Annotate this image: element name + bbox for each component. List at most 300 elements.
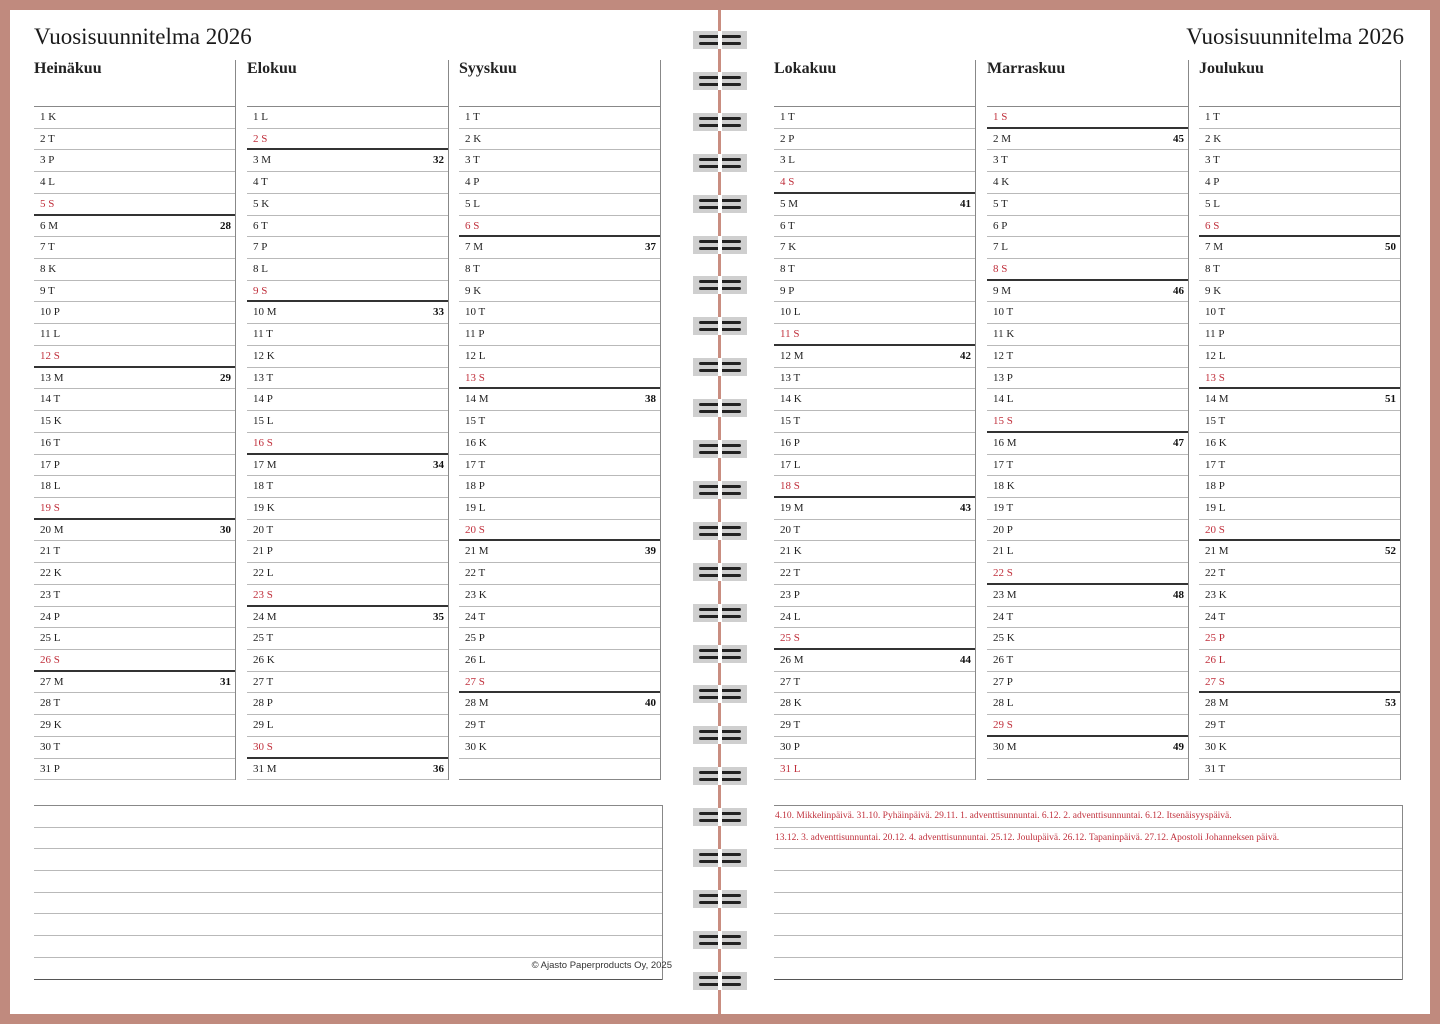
day-row[interactable] bbox=[247, 324, 448, 346]
day-label: 26 K bbox=[253, 653, 275, 666]
day-row[interactable] bbox=[774, 411, 975, 433]
day-label: 24 T bbox=[1205, 610, 1226, 623]
day-label: 2 S bbox=[253, 132, 268, 145]
day-row[interactable] bbox=[987, 476, 1188, 498]
day-row[interactable] bbox=[34, 368, 235, 390]
day-row[interactable] bbox=[34, 150, 235, 172]
day-row[interactable] bbox=[34, 672, 235, 694]
day-row[interactable] bbox=[34, 324, 235, 346]
day-label: 25 T bbox=[253, 632, 274, 645]
day-row[interactable] bbox=[459, 150, 660, 172]
day-row[interactable] bbox=[987, 455, 1188, 477]
note-line[interactable] bbox=[34, 806, 662, 828]
day-row[interactable] bbox=[774, 346, 975, 368]
day-row[interactable] bbox=[1199, 563, 1400, 585]
day-label: 12 L bbox=[465, 349, 486, 362]
day-row[interactable] bbox=[774, 607, 975, 629]
day-row[interactable] bbox=[987, 411, 1188, 433]
day-row[interactable] bbox=[247, 541, 448, 563]
day-label: 7 L bbox=[993, 241, 1008, 254]
day-label: 7 P bbox=[253, 241, 268, 254]
day-row[interactable] bbox=[1199, 476, 1400, 498]
day-row[interactable] bbox=[247, 476, 448, 498]
day-row[interactable] bbox=[987, 693, 1188, 715]
day-row[interactable] bbox=[247, 672, 448, 694]
day-row[interactable] bbox=[34, 389, 235, 411]
day-row[interactable] bbox=[987, 237, 1188, 259]
note-line[interactable]: 13.12. 3. adventtisunnuntai. 20.12. 4. adventtisunnuntai. 25.12. Joulupäivä. 26.12. Tapaninpäivä. 27.12. Apostoli Johanneksen päivä. bbox=[774, 828, 1402, 850]
day-row[interactable] bbox=[459, 172, 660, 194]
note-line[interactable] bbox=[774, 849, 1402, 871]
month-column bbox=[1199, 60, 1401, 780]
day-row[interactable] bbox=[987, 715, 1188, 737]
day-row[interactable] bbox=[774, 455, 975, 477]
page-title: Vuosisuunnitelma 2026 bbox=[1186, 24, 1404, 49]
day-row[interactable] bbox=[774, 433, 975, 455]
day-label: 17 T bbox=[993, 458, 1014, 471]
day-row[interactable] bbox=[459, 346, 660, 368]
day-label: 4 S bbox=[780, 176, 795, 189]
day-row[interactable] bbox=[987, 324, 1188, 346]
day-row[interactable] bbox=[987, 129, 1188, 151]
day-row[interactable] bbox=[987, 259, 1188, 281]
notes-area[interactable] bbox=[34, 805, 663, 980]
day-label: 23 M bbox=[993, 588, 1017, 601]
week-number: 36 bbox=[433, 762, 444, 775]
day-row[interactable] bbox=[247, 237, 448, 259]
day-row[interactable] bbox=[987, 585, 1188, 607]
day-row[interactable] bbox=[459, 302, 660, 324]
note-line[interactable] bbox=[34, 849, 662, 871]
week-number: 41 bbox=[960, 197, 971, 210]
day-row[interactable] bbox=[774, 281, 975, 303]
day-row[interactable] bbox=[247, 107, 448, 129]
day-row[interactable] bbox=[1199, 129, 1400, 151]
day-row[interactable] bbox=[1199, 607, 1400, 629]
day-row[interactable] bbox=[987, 541, 1188, 563]
day-row[interactable] bbox=[34, 411, 235, 433]
day-label: 5 S bbox=[40, 197, 55, 210]
day-row[interactable] bbox=[1199, 585, 1400, 607]
day-row[interactable] bbox=[34, 346, 235, 368]
day-row[interactable] bbox=[774, 216, 975, 238]
day-row[interactable] bbox=[459, 563, 660, 585]
day-row[interactable] bbox=[247, 129, 448, 151]
note-line[interactable] bbox=[774, 893, 1402, 915]
day-row[interactable] bbox=[987, 433, 1188, 455]
left-page bbox=[10, 10, 718, 1014]
day-label: 2 T bbox=[40, 132, 55, 145]
day-label: 13 T bbox=[780, 371, 801, 384]
day-row[interactable] bbox=[34, 259, 235, 281]
day-row[interactable] bbox=[34, 520, 235, 542]
week-number: 48 bbox=[1173, 588, 1184, 601]
day-row[interactable] bbox=[774, 476, 975, 498]
day-row[interactable] bbox=[247, 302, 448, 324]
day-row[interactable] bbox=[987, 672, 1188, 694]
day-row[interactable] bbox=[34, 759, 235, 781]
note-line[interactable] bbox=[34, 914, 662, 936]
day-row[interactable] bbox=[459, 628, 660, 650]
day-row[interactable] bbox=[459, 693, 660, 715]
day-row[interactable] bbox=[774, 715, 975, 737]
day-label: 26 S bbox=[40, 653, 60, 666]
day-row[interactable] bbox=[1199, 281, 1400, 303]
day-row[interactable] bbox=[459, 411, 660, 433]
day-row[interactable] bbox=[987, 346, 1188, 368]
day-label: 17 T bbox=[465, 458, 486, 471]
notes-area[interactable] bbox=[774, 805, 1403, 980]
day-row[interactable] bbox=[774, 672, 975, 694]
day-label: 29 T bbox=[780, 719, 801, 732]
day-row[interactable] bbox=[34, 541, 235, 563]
day-row[interactable] bbox=[1199, 368, 1400, 390]
day-label: 12 K bbox=[253, 349, 275, 362]
week-number: 47 bbox=[1173, 436, 1184, 449]
day-label: 17 L bbox=[780, 458, 801, 471]
month-name: Joulukuu bbox=[1199, 60, 1264, 77]
day-label: 30 P bbox=[780, 740, 800, 753]
day-label: 2 K bbox=[465, 132, 482, 145]
day-row[interactable] bbox=[34, 476, 235, 498]
day-row[interactable] bbox=[459, 237, 660, 259]
day-row[interactable] bbox=[247, 150, 448, 172]
day-row[interactable] bbox=[247, 389, 448, 411]
day-row[interactable] bbox=[774, 693, 975, 715]
day-row[interactable] bbox=[774, 520, 975, 542]
day-row[interactable] bbox=[247, 585, 448, 607]
day-row[interactable] bbox=[459, 324, 660, 346]
day-row[interactable] bbox=[247, 259, 448, 281]
day-row[interactable] bbox=[34, 455, 235, 477]
week-number: 33 bbox=[433, 306, 444, 319]
day-row[interactable] bbox=[459, 498, 660, 520]
day-row[interactable] bbox=[1199, 346, 1400, 368]
month-header bbox=[987, 60, 1189, 106]
note-line[interactable] bbox=[34, 871, 662, 893]
day-row[interactable] bbox=[34, 302, 235, 324]
day-label: 11 P bbox=[465, 328, 485, 341]
day-row[interactable] bbox=[774, 498, 975, 520]
planner-spread bbox=[10, 10, 1430, 1014]
day-row[interactable] bbox=[774, 541, 975, 563]
day-row[interactable] bbox=[459, 520, 660, 542]
day-label: 23 K bbox=[465, 588, 487, 601]
day-label: 7 T bbox=[40, 241, 55, 254]
day-row[interactable] bbox=[34, 498, 235, 520]
note-line[interactable] bbox=[774, 914, 1402, 936]
day-label: 8 L bbox=[253, 263, 268, 276]
day-row[interactable] bbox=[987, 628, 1188, 650]
month-name: Syyskuu bbox=[459, 60, 517, 77]
day-row[interactable] bbox=[247, 498, 448, 520]
day-row[interactable] bbox=[1199, 498, 1400, 520]
week-number: 34 bbox=[433, 458, 444, 471]
month-header bbox=[774, 60, 976, 106]
day-row[interactable] bbox=[247, 172, 448, 194]
day-row[interactable] bbox=[774, 737, 975, 759]
day-row[interactable] bbox=[459, 541, 660, 563]
day-row[interactable] bbox=[34, 715, 235, 737]
day-label: 11 L bbox=[40, 328, 61, 341]
day-row[interactable] bbox=[34, 737, 235, 759]
week-number: 45 bbox=[1173, 132, 1184, 145]
day-row[interactable] bbox=[774, 389, 975, 411]
day-row[interactable] bbox=[774, 129, 975, 151]
day-row[interactable] bbox=[247, 715, 448, 737]
note-line[interactable] bbox=[34, 936, 662, 958]
day-row[interactable] bbox=[987, 389, 1188, 411]
day-label: 1 T bbox=[780, 111, 795, 123]
day-row[interactable] bbox=[34, 237, 235, 259]
day-row[interactable] bbox=[1199, 455, 1400, 477]
month-header bbox=[1199, 60, 1401, 106]
day-row[interactable] bbox=[774, 237, 975, 259]
day-row[interactable] bbox=[459, 715, 660, 737]
week-number: 31 bbox=[220, 675, 231, 688]
day-label: 10 T bbox=[1205, 306, 1226, 319]
day-row[interactable] bbox=[34, 650, 235, 672]
day-row[interactable] bbox=[774, 324, 975, 346]
day-row[interactable] bbox=[34, 194, 235, 216]
day-row[interactable] bbox=[247, 650, 448, 672]
day-row[interactable] bbox=[1199, 433, 1400, 455]
day-row[interactable] bbox=[247, 346, 448, 368]
day-row[interactable] bbox=[987, 650, 1188, 672]
day-row[interactable] bbox=[774, 194, 975, 216]
day-label: 28 L bbox=[993, 697, 1014, 710]
day-label: 19 M bbox=[780, 501, 804, 514]
day-label: 23 T bbox=[40, 588, 61, 601]
day-label: 17 T bbox=[1205, 458, 1226, 471]
week-number: 39 bbox=[645, 545, 656, 558]
day-label: 24 T bbox=[993, 610, 1014, 623]
day-row[interactable] bbox=[459, 672, 660, 694]
day-label: 5 L bbox=[1205, 197, 1220, 210]
day-row[interactable] bbox=[34, 693, 235, 715]
day-row[interactable] bbox=[459, 259, 660, 281]
day-label: 16 P bbox=[780, 436, 800, 449]
day-row[interactable] bbox=[774, 368, 975, 390]
day-row[interactable] bbox=[987, 302, 1188, 324]
day-row[interactable] bbox=[774, 759, 975, 781]
day-row[interactable] bbox=[459, 476, 660, 498]
day-row[interactable] bbox=[34, 433, 235, 455]
day-row[interactable] bbox=[34, 607, 235, 629]
day-row[interactable] bbox=[987, 368, 1188, 390]
day-row[interactable] bbox=[987, 216, 1188, 238]
day-label: 19 K bbox=[253, 501, 275, 514]
day-row[interactable] bbox=[34, 216, 235, 238]
day-label: 9 M bbox=[993, 284, 1012, 297]
day-row[interactable] bbox=[247, 194, 448, 216]
day-row[interactable] bbox=[774, 172, 975, 194]
day-row[interactable] bbox=[1199, 216, 1400, 238]
day-row[interactable] bbox=[987, 520, 1188, 542]
note-line[interactable] bbox=[774, 871, 1402, 893]
day-row[interactable] bbox=[247, 368, 448, 390]
day-label: 3 T bbox=[1205, 154, 1220, 167]
day-row[interactable] bbox=[987, 607, 1188, 629]
day-row[interactable] bbox=[1199, 150, 1400, 172]
day-row[interactable] bbox=[459, 129, 660, 151]
day-row[interactable] bbox=[247, 216, 448, 238]
day-row[interactable] bbox=[774, 650, 975, 672]
day-row[interactable] bbox=[1199, 194, 1400, 216]
day-row[interactable] bbox=[1199, 737, 1400, 759]
day-row[interactable] bbox=[1199, 411, 1400, 433]
day-row[interactable] bbox=[34, 129, 235, 151]
day-label: 24 T bbox=[465, 610, 486, 623]
day-row[interactable] bbox=[247, 455, 448, 477]
day-row[interactable] bbox=[1199, 693, 1400, 715]
day-label: 5 K bbox=[253, 197, 270, 210]
note-line[interactable] bbox=[34, 893, 662, 915]
day-row[interactable] bbox=[34, 628, 235, 650]
day-row[interactable] bbox=[1199, 237, 1400, 259]
day-row[interactable] bbox=[774, 302, 975, 324]
day-label: 6 T bbox=[253, 219, 268, 232]
day-row[interactable] bbox=[34, 563, 235, 585]
day-row[interactable] bbox=[987, 759, 1188, 781]
month-column bbox=[459, 60, 661, 780]
day-row[interactable] bbox=[987, 172, 1188, 194]
day-row[interactable] bbox=[459, 368, 660, 390]
day-label: 11 T bbox=[253, 328, 273, 341]
day-row[interactable] bbox=[1199, 715, 1400, 737]
day-row[interactable] bbox=[1199, 650, 1400, 672]
day-row[interactable] bbox=[459, 737, 660, 759]
day-label: 24 L bbox=[780, 610, 801, 623]
day-row[interactable] bbox=[1199, 302, 1400, 324]
day-label: 22 S bbox=[993, 567, 1013, 580]
day-row[interactable] bbox=[459, 455, 660, 477]
day-row[interactable] bbox=[1199, 107, 1400, 129]
day-row[interactable] bbox=[459, 607, 660, 629]
day-row[interactable] bbox=[774, 585, 975, 607]
day-label: 4 P bbox=[465, 176, 480, 189]
day-row[interactable] bbox=[987, 737, 1188, 759]
day-row[interactable] bbox=[459, 107, 660, 129]
day-row[interactable] bbox=[987, 194, 1188, 216]
day-label: 22 T bbox=[780, 567, 801, 580]
day-label: 1 T bbox=[465, 111, 480, 123]
day-label: 23 K bbox=[1205, 588, 1227, 601]
day-row[interactable] bbox=[459, 759, 660, 781]
week-number: 50 bbox=[1385, 241, 1396, 254]
day-row[interactable] bbox=[459, 650, 660, 672]
day-row[interactable] bbox=[247, 759, 448, 781]
day-label: 14 M bbox=[465, 393, 489, 406]
day-row[interactable] bbox=[459, 585, 660, 607]
day-row[interactable] bbox=[459, 281, 660, 303]
day-row[interactable] bbox=[1199, 759, 1400, 781]
day-row[interactable] bbox=[247, 737, 448, 759]
day-row[interactable] bbox=[1199, 259, 1400, 281]
day-row[interactable] bbox=[987, 150, 1188, 172]
day-label: 29 S bbox=[993, 719, 1013, 732]
day-row[interactable] bbox=[247, 628, 448, 650]
day-label: 9 S bbox=[253, 284, 268, 297]
day-row[interactable] bbox=[1199, 389, 1400, 411]
day-row[interactable] bbox=[247, 520, 448, 542]
day-label: 16 M bbox=[993, 436, 1017, 449]
day-row[interactable] bbox=[774, 563, 975, 585]
day-row[interactable] bbox=[247, 411, 448, 433]
day-label: 20 P bbox=[993, 523, 1013, 536]
day-row[interactable] bbox=[247, 433, 448, 455]
day-row[interactable] bbox=[1199, 172, 1400, 194]
day-row[interactable] bbox=[247, 693, 448, 715]
month-column bbox=[987, 60, 1189, 780]
week-number: 32 bbox=[433, 154, 444, 167]
day-row[interactable] bbox=[774, 628, 975, 650]
day-row[interactable] bbox=[987, 498, 1188, 520]
day-row[interactable] bbox=[1199, 672, 1400, 694]
day-row[interactable] bbox=[1199, 520, 1400, 542]
day-row[interactable] bbox=[459, 194, 660, 216]
month-column bbox=[34, 60, 236, 780]
day-label: 13 T bbox=[253, 371, 274, 384]
day-label: 25 S bbox=[780, 632, 800, 645]
day-label: 19 L bbox=[1205, 501, 1226, 514]
day-label: 29 L bbox=[253, 719, 274, 732]
day-label: 19 S bbox=[40, 501, 60, 514]
week-number: 42 bbox=[960, 349, 971, 362]
day-label: 22 L bbox=[253, 567, 274, 580]
day-row[interactable] bbox=[247, 607, 448, 629]
day-row[interactable] bbox=[1199, 324, 1400, 346]
day-row[interactable] bbox=[459, 216, 660, 238]
day-label: 24 P bbox=[40, 610, 60, 623]
day-label: 14 M bbox=[1205, 393, 1229, 406]
note-line[interactable]: 4.10. Mikkelinpäivä. 31.10. Pyhäinpäivä. 29.11. 1. adventtisunnuntai. 6.12. 2. adventtisunnuntai. 6.12. Itsenäisyyspäivä. bbox=[774, 806, 1402, 828]
day-row[interactable] bbox=[1199, 628, 1400, 650]
day-label: 2 K bbox=[1205, 132, 1222, 145]
day-row[interactable] bbox=[987, 281, 1188, 303]
day-row[interactable] bbox=[34, 585, 235, 607]
day-row[interactable] bbox=[1199, 541, 1400, 563]
day-row[interactable] bbox=[247, 563, 448, 585]
note-line[interactable] bbox=[34, 828, 662, 850]
day-row[interactable] bbox=[34, 107, 235, 129]
day-label: 28 M bbox=[1205, 697, 1229, 710]
day-row[interactable] bbox=[987, 107, 1188, 129]
day-label: 31 T bbox=[1205, 762, 1226, 775]
day-label: 27 S bbox=[1205, 675, 1225, 688]
note-line[interactable] bbox=[774, 936, 1402, 958]
day-label: 28 P bbox=[253, 697, 273, 710]
day-row[interactable] bbox=[34, 281, 235, 303]
day-label: 1 T bbox=[1205, 111, 1220, 123]
day-row[interactable] bbox=[459, 433, 660, 455]
day-row[interactable] bbox=[247, 281, 448, 303]
day-label: 13 P bbox=[993, 371, 1013, 384]
day-label: 29 T bbox=[1205, 719, 1226, 732]
day-row[interactable] bbox=[987, 563, 1188, 585]
day-label: 3 T bbox=[993, 154, 1008, 167]
note-line[interactable] bbox=[774, 958, 1402, 980]
day-label: 21 M bbox=[465, 545, 489, 558]
day-row[interactable] bbox=[34, 172, 235, 194]
day-row[interactable] bbox=[459, 389, 660, 411]
day-label: 18 P bbox=[1205, 480, 1225, 493]
day-row[interactable] bbox=[774, 150, 975, 172]
week-number: 37 bbox=[645, 241, 656, 254]
day-row[interactable] bbox=[774, 107, 975, 129]
day-row[interactable] bbox=[774, 259, 975, 281]
right-page bbox=[722, 10, 1430, 1014]
